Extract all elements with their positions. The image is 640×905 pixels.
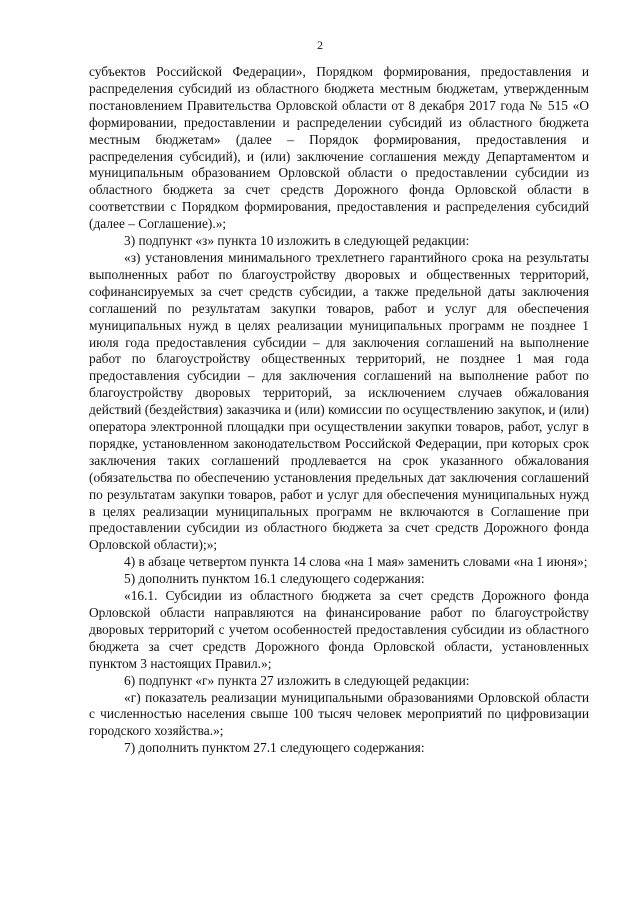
paragraph-item-3: 3) подпункт «з» пункта 10 изложить в следующей редакции:: [124, 233, 470, 249]
paragraph-subitem-g: «г) показатель реализации муниципальными образованиями Орловской области с численностью населения свыше 100 тысяч человек мероприятий по цифровизации городского хозяйства.»;: [89, 689, 589, 739]
paragraph-item-5: 5) дополнить пунктом 16.1 следующего содержания:: [124, 571, 425, 587]
paragraph-subitem-z: «з) установления минимального трехлетнего гарантийного срока на результаты выполненных работ по благоустройству дворовых и общественных территорий, софинансируемых за счет средств субсидии, а также предельной даты заключения соглашений по результатам закупки товаров, работ и услуг для обеспечения муниципальных нужд в целях реализации муниципальных программ не позднее 1 июля года предоставления субсидии – для заключения соглашений на выполнение работ по благоустройству общественных территорий, не позднее 1 мая года предоставления субсидии – для заключения соглашений на выполнение работ по благоустройству дворовых территорий, за исключением случаев обжалования действий (бездействия) заказчика и (или) комиссии по осуществлению закупок, и (или) оператора электронной площадки при осуществлении закупки товаров, работ, услуг в порядке, установленном законодательством Российской Федерации, при которых срок заключения таких соглашений продлевается на срок указанного обжалования (обязательства по обеспечению установления предельных дат заключения соглашений по результатам закупки товаров, работ и услуг для обеспечения муниципальных нужд в целях реализации муниципальных программ не включаются в Соглашение при предоставлении субсидии из областного бюджета за счет средств Дорожного фонда Орловской области);»;: [89, 249, 589, 553]
paragraph-clause-16-1: «16.1. Субсидии из областного бюджета за счет средств Дорожного фонда Орловской области направляются на финансирование работ по благоустройству дворовых территорий с учетом особенностей предоставления субсидии из областного бюджета за счет средств Дорожного фонда Орловской области, установленных пунктом 3 настоящих Правил.»;: [89, 588, 589, 671]
paragraph-item-4: 4) в абзаце четвертом пункта 14 слова «на 1 мая» заменить словами «на 1 июня»;: [124, 554, 588, 570]
paragraph-continuation: субъектов Российской Федерации», Порядком формирования, предоставления и распределения субсидий из областного бюджета местным бюджетам, утвержденным постановлением Правительства Орловской области от 8 декабря 2017 года № 515 «О формировании, предоставлении и распределении субсидий из областного бюджета местным бюджетам» (далее – Порядок формирования, предоставления и распределения субсидий), и (или) заключение соглашения между Департаментом и муниципальным образованием Орловской области о предоставлении субсидии из областного бюджета за счет средств Дорожного фонда Орловской области в соответствии с Порядком формирования, предоставления и распределения субсидий (далее – Соглашение).»;: [89, 64, 589, 232]
document-body: [89, 64, 589, 757]
paragraph-item-7: 7) дополнить пунктом 27.1 следующего содержания:: [124, 740, 425, 756]
page-number: 2: [317, 38, 323, 52]
paragraph-item-6: 6) подпункт «г» пункта 27 изложить в следующей редакции:: [124, 672, 470, 688]
